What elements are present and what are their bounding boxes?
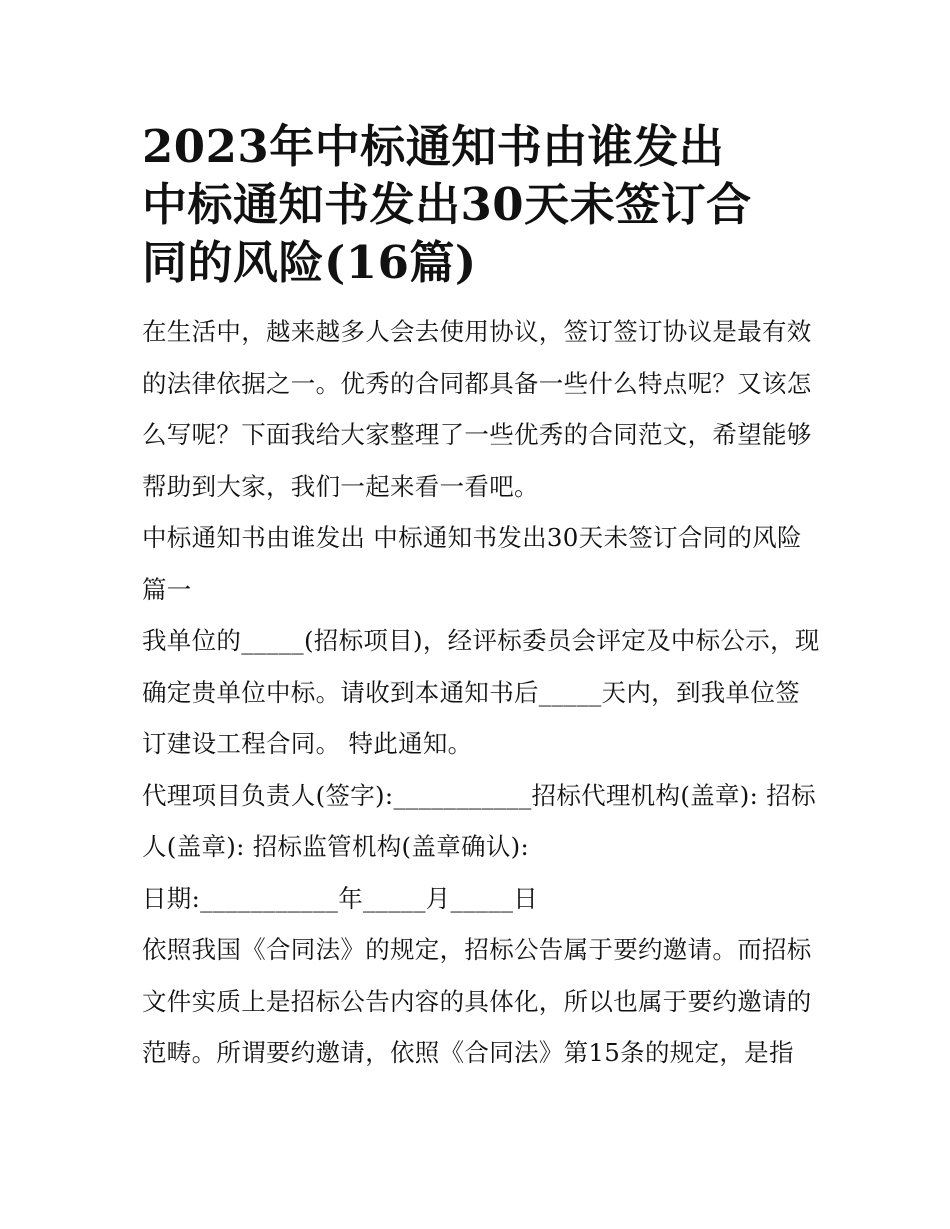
document-body (142, 306, 822, 1079)
law-paragraph: 依照我国《合同法》的规定，招标公告属于要约邀请。而招标文件实质上是招标公告内容的具体化，所以也属于要约邀请的范畴。所谓要约邀请，依照《合同法》第15条的规定，是指 (142, 935, 812, 1067)
section-heading: 中标通知书由谁发出 中标通知书发出30天未签订合同的风险篇一 (142, 523, 802, 604)
title-line-3: 同的风险(16篇) (142, 236, 477, 289)
notice-paragraph: 我单位的_____(招标项目)，经评标委员会评定及中标公示，现确定贵单位中标。请收到本通知书后_____天内，到我单位签订建设工程合同。 特此通知。 (142, 626, 820, 758)
title-line-2: 中标通知书发出30天未签订合 (142, 178, 752, 231)
date-line: 日期:___________年_____月_____日 (142, 883, 539, 913)
intro-paragraph: 在生活中，越来越多人会去使用协议，签订签订协议是最有效的法律依据之一。优秀的合同都具备一些什么特点呢？又该怎么写呢？下面我给大家整理了一些优秀的合同范文，希望能够帮助到大家，我们一起来看一看吧。 (142, 317, 812, 501)
title-line-1: 2023年中标通知书由谁发出 (142, 120, 725, 173)
document-title (142, 118, 822, 292)
document-page (142, 118, 822, 1079)
signature-paragraph: 代理项目负责人(签字):___________招标代理机构(盖章): 招标人(盖章): 招标监管机构(盖章确认): (142, 780, 816, 861)
